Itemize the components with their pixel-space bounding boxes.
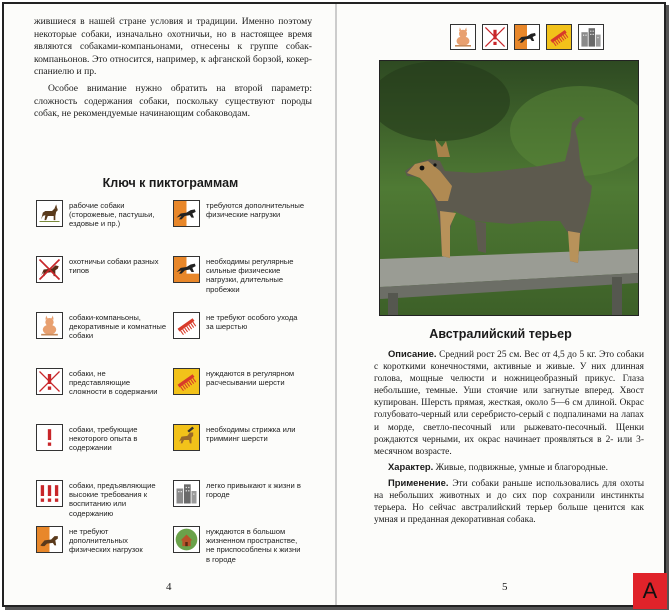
right-page xyxy=(337,4,664,605)
exclamation-icon xyxy=(36,424,63,451)
page-number-left: 4 xyxy=(166,581,172,593)
legend-row xyxy=(36,424,306,474)
usage-label: Применение. xyxy=(388,476,449,488)
legend-label: собаки, предъявляющие высокие требования к воспитанию или содержанию xyxy=(69,481,156,518)
hunting-dog-icon xyxy=(36,256,63,283)
triple-exclamation-icon xyxy=(36,480,63,507)
running-dog-bars-icon xyxy=(173,256,200,283)
legend-row xyxy=(36,256,306,306)
running-dog-orange-icon xyxy=(514,24,540,50)
legend-label: легко привыкают к жизни в городе xyxy=(206,481,301,500)
legend-item xyxy=(173,480,305,507)
legend-label: не требуют дополнительных физических нагрузок xyxy=(69,527,143,555)
intro-paragraph: Особое внимание нужно обратить на второй параметр: сложность содержания собаки, поскольку существуют породы собак, не рекомендуемые начинающим собаководам. xyxy=(34,82,312,120)
no-danger-icon xyxy=(36,368,63,395)
description-text: Средний рост 25 см. Вес от 4,5 до 5 кг. Это собаки с короткими конечностями, активные и живые. У них длинная голова, мощные челюсти и ножницеобразный прикус. Глаза небольшие, темные. Уши стоячие или загнутые вперед. Хвост купирован. Шерсть прямая, жесткая, около 5—6 см длиной. Окрас голубовато-черный или серебристо-серый с подпалинами на лапах и морде, светло-песочный или рыжевато-песочный. Щенки рождаются черными, их окрас начинает проявляться в 2- или 3-месячном возрасте. xyxy=(374,350,645,457)
legend-label: собаки, требующие некоторого опыта в содержании xyxy=(69,425,138,453)
terrier-photo xyxy=(379,60,639,316)
city-icon xyxy=(578,24,604,50)
corner-badge: A xyxy=(633,573,667,609)
comb-yellow-icon xyxy=(173,368,200,395)
breed-pictograms xyxy=(450,24,604,50)
legend-item xyxy=(173,256,305,294)
no-danger-icon xyxy=(482,24,508,50)
comb-icon xyxy=(173,312,200,339)
character-paragraph xyxy=(374,461,644,474)
left-page xyxy=(4,4,337,605)
companion-cat-icon xyxy=(36,312,63,339)
legend-item xyxy=(36,200,168,229)
legend-item xyxy=(36,256,168,283)
breed-description xyxy=(374,348,644,529)
legend-label: нуждаются в большом жизненном пространстве, не приспособлены к жизни в городе xyxy=(206,527,301,564)
legend-item xyxy=(36,368,168,397)
legend-row xyxy=(36,200,306,250)
legend-item xyxy=(36,424,168,453)
shepherd-dog-icon xyxy=(36,200,63,227)
character-label: Характер. xyxy=(388,460,434,472)
book-spread xyxy=(2,2,666,607)
usage-text: Эти собаки раньше использовались для охоты на небольших животных и до сих пор сохранили инстинкты терьера. Но сейчас австралийский терьер больше ценится как умная и преданная декоративная собака. xyxy=(374,478,645,526)
running-dog-orange-icon xyxy=(173,200,200,227)
legend-label: собаки, не представляющие сложности в содержании xyxy=(69,369,158,397)
legend-item xyxy=(173,312,305,339)
intro-text xyxy=(34,16,312,125)
legend-label: не требуют особого ухода за шерстью xyxy=(206,313,298,332)
intro-paragraph: жившиеся в нашей стране условия и традиции. Именно поэтому некоторые собаки, изначально охотничьи, но в настоящее время являются собаками-компаньонами, отнесены к группе собак-компаньонов. Это относится, например, к афганской борзой, кокер-спаниелю и пр. xyxy=(34,16,312,78)
legend-row xyxy=(36,368,306,418)
legend-item xyxy=(173,368,305,395)
description-label: Описание. xyxy=(388,348,437,359)
legend-label: собаки-компаньоны, декоративные и комнатные собаки xyxy=(69,313,167,341)
legend-row xyxy=(36,480,306,530)
house-icon xyxy=(173,526,200,553)
description-paragraph xyxy=(374,348,644,458)
legend-item xyxy=(36,480,168,518)
grooming-icon xyxy=(173,424,200,451)
legend-row xyxy=(36,312,306,362)
comb-yellow-icon xyxy=(546,24,572,50)
legend-item xyxy=(36,312,168,341)
resting-dog-icon xyxy=(36,526,63,553)
pictogram-key-title: Ключ к пиктограммам xyxy=(102,176,239,190)
legend-label: охотничьи собаки разных типов xyxy=(69,257,159,276)
legend-row xyxy=(36,526,306,576)
legend-label: нуждаются в регулярном расчесывании шерсти xyxy=(206,369,295,388)
legend-label: рабочие собаки (сторожевые, пастушьи, ездовые и пр.) xyxy=(69,201,155,229)
legend-item xyxy=(173,200,305,227)
character-text: Живые, подвижные, умные и благородные. xyxy=(435,462,608,473)
legend-item xyxy=(36,526,168,555)
city-icon xyxy=(173,480,200,507)
usage-paragraph xyxy=(374,477,644,526)
legend-label: требуются дополнительные физические нагрузки xyxy=(206,201,305,220)
companion-cat-icon xyxy=(450,24,476,50)
legend-item xyxy=(173,526,305,564)
breed-title: Австралийский терьер xyxy=(429,327,572,341)
page-number-right: 5 xyxy=(502,581,508,593)
legend-item xyxy=(173,424,305,451)
legend-label: необходимы стрижка или тримминг шерсти xyxy=(206,425,296,444)
legend-label: необходимы регулярные сильные физические нагрузки, длительные пробежки xyxy=(206,257,294,294)
